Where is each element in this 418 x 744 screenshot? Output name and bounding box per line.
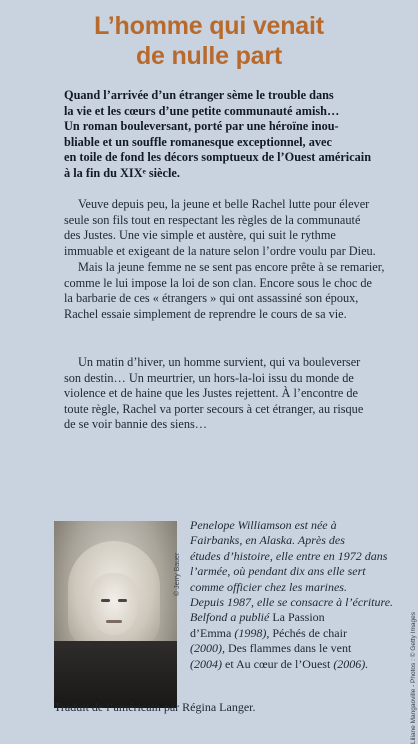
book-title: Au cœur de l’Ouest	[236, 656, 331, 671]
book-title-line-2: de nulle part	[135, 42, 283, 70]
blurb-line: à la fin du XIXᵉ siècle.	[64, 165, 180, 180]
bio-line	[190, 626, 400, 641]
bio-text: et	[225, 656, 236, 671]
bio-line: études d’histoire, elle entre en 1972 dans	[190, 548, 388, 563]
photo-eye-shape	[101, 599, 110, 602]
photo-mouth-shape	[106, 620, 122, 623]
synopsis-paragraph-3	[64, 355, 386, 433]
bio-text: (2006).	[330, 656, 369, 671]
paragraph-line: Mais la jeune femme ne se sent pas encore prête à se remarier,	[78, 260, 385, 274]
photo-credit: © Jerry Bauer	[174, 552, 181, 596]
paragraph-line: des Justes. Une vie simple et austère, qui suit le rythme	[64, 228, 336, 243]
book-title-line-1: L’homme qui venait	[94, 12, 324, 40]
bio-line: Fairbanks, en Alaska. Après des	[190, 533, 345, 548]
synopsis-paragraph-1	[64, 197, 386, 259]
bio-text: Belfond a publié	[190, 610, 273, 625]
translator-credit: Traduit de l’américain par Régina Langer.	[54, 700, 256, 714]
blurb-line: la vie et les cœurs d’une petite communauté amish…	[64, 103, 340, 118]
paragraph-line: Un matin d’hiver, un homme survient, qui va bouleverser	[78, 355, 361, 369]
book-title: d’Emma	[190, 625, 235, 640]
paragraph-line: toute règle, Rachel va porter secours à cet étranger, au risque	[64, 401, 364, 416]
blurb-line: Un roman bouleversant, porté par une héroïne inou-	[64, 119, 339, 134]
blurb-line: Quand l’arrivée d’un étranger sème le trouble dans	[64, 88, 334, 102]
cover-credits: Liliane Mangaoville - Photos : © Getty Images	[410, 612, 417, 744]
bio-line	[190, 610, 400, 625]
bio-line: comme officier chez les marines.	[190, 579, 347, 594]
paragraph-line: violence et de haine que les Justes rejettent. À l’encontre de	[64, 386, 358, 401]
bio-line	[190, 641, 400, 656]
bio-text: (1998),	[234, 625, 273, 640]
blurb-line: en toile de fond les décors somptueux de l’Ouest américain	[64, 150, 372, 165]
book-title: La Passion	[272, 610, 325, 625]
paragraph-line: comme le lui impose la loi de son clan. Encore sous le choc de	[64, 275, 373, 290]
bio-text: (2000),	[190, 641, 228, 656]
blurb-paragraph	[64, 88, 376, 182]
blurb-line: bliable et un souffle romanesque exceptionnel, avec	[64, 134, 332, 149]
photo-face-shape	[90, 573, 138, 635]
bio-line: Penelope Williamson est née à	[190, 518, 337, 532]
paragraph-line: son destin… Un meurtrier, un hors-la-loi issu du monde de	[64, 370, 354, 385]
synopsis-paragraph-2	[64, 260, 386, 322]
book-title: Des flammes dans le vent	[228, 641, 352, 656]
paragraph-line: Rachel essaie simplement de reprendre le cours de sa vie.	[64, 306, 347, 321]
author-bio	[190, 518, 400, 672]
photo-clothing-shape	[54, 641, 177, 708]
paragraph-line: seule son fils tout en respectant les règles de la communauté	[64, 212, 361, 227]
bio-line: l’armée, où pendant dix ans elle sert	[190, 564, 366, 579]
author-photo	[54, 521, 177, 708]
bio-line: Depuis 1987, elle se consacre à l’écriture.	[190, 595, 394, 610]
photo-eye-shape	[118, 599, 127, 602]
book-title: Péchés de chair	[272, 625, 347, 640]
paragraph-line: immuable et exigeant de la nature selon l’ordre voulu par Dieu.	[64, 243, 376, 258]
bio-line	[190, 657, 400, 672]
paragraph-line: la barbarie de ces « étrangers » qui ont assassiné son époux,	[64, 291, 359, 306]
bio-text: (2004)	[190, 656, 225, 671]
paragraph-line: Veuve depuis peu, la jeune et belle Rachel lutte pour élever	[78, 197, 370, 211]
paragraph-line: de se voir bannie des siens…	[64, 417, 208, 432]
